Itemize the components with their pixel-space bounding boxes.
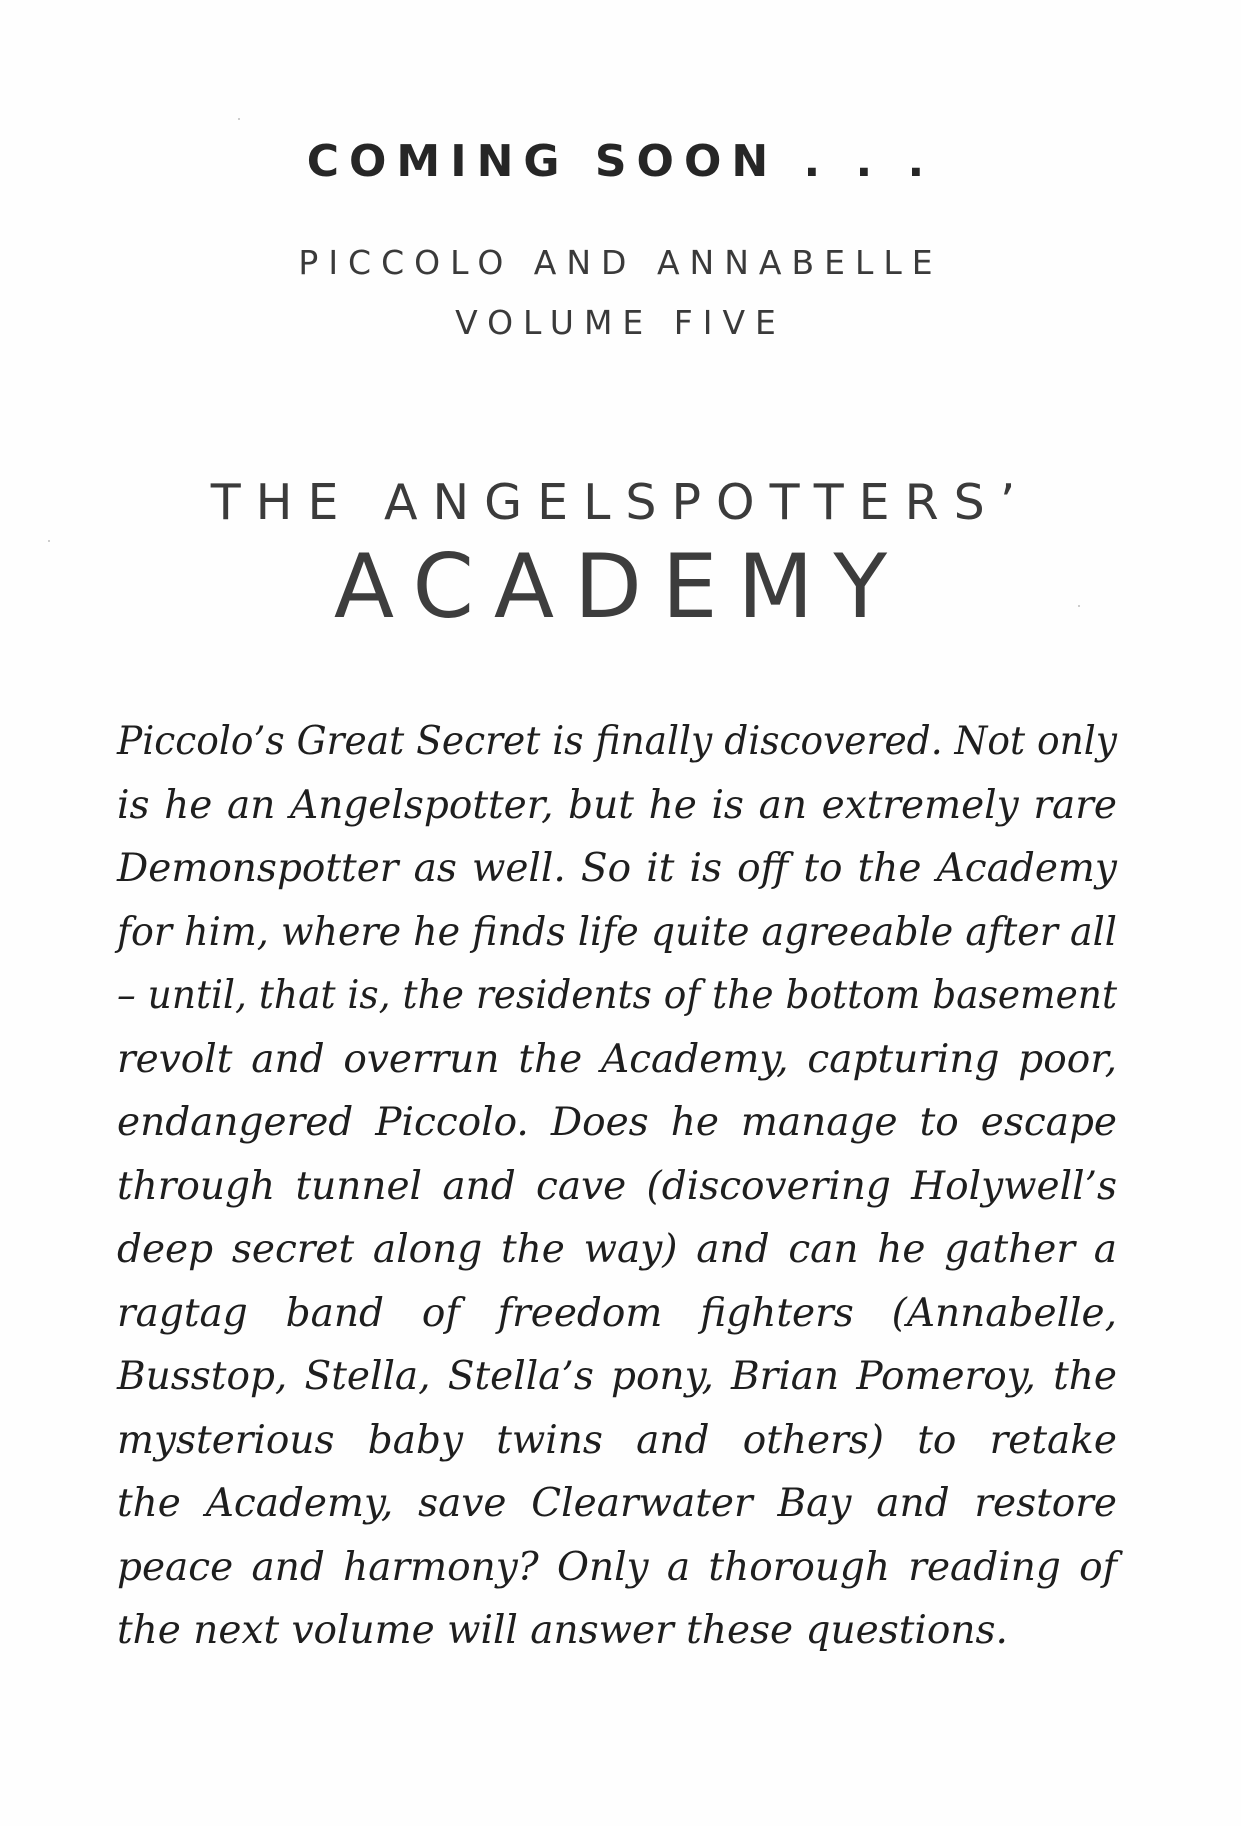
volume-number: VOLUME FIVE: [455, 303, 786, 342]
book-title-line-2: ACADEMY: [333, 535, 908, 638]
blurb-line: the Academy, save Clearwater Bay and restore: [117, 1481, 1118, 1526]
series-name: PICCOLO AND ANNABELLE: [298, 243, 943, 282]
blurb-line: deep secret along the way) and can he gather a: [117, 1227, 1118, 1272]
coming-soon-heading: COMING SOON . . .: [306, 136, 935, 187]
blurb-line: through tunnel and cave (discovering Holywell’s: [117, 1163, 1117, 1209]
book-blurb: [117, 710, 1117, 1663]
scan-speck: [48, 540, 50, 542]
blurb-line: peace and harmony? Only a thorough reading of: [117, 1544, 1118, 1590]
blurb-line: Piccolo’s Great Secret is finally discovered. Not only: [117, 719, 1117, 764]
book-title-line-1: THE ANGELSPOTTERS’: [210, 474, 1031, 531]
blurb-line: endangered Piccolo. Does he manage to escape: [117, 1100, 1117, 1145]
blurb-line: – until, that is, the residents of the bottom basement: [117, 973, 1118, 1018]
blurb-line: the next volume will answer these questions.: [117, 1608, 1008, 1653]
blurb-line: Busstop, Stella, Stella’s pony, Brian Pomeroy, the: [117, 1354, 1117, 1399]
scan-speck: [1078, 605, 1080, 607]
blurb-line: ragtag band of freedom fighters (Annabelle,: [117, 1290, 1118, 1336]
scan-speck: [238, 118, 240, 120]
blurb-line: revolt and overrun the Academy, capturing poor,: [117, 1036, 1117, 1082]
blurb-line: is he an Angelspotter, but he is an extremely rare: [117, 782, 1117, 828]
blurb-line: for him, where he finds life quite agreeable after all: [117, 909, 1117, 955]
blurb-line: Demonspotter as well. So it is off to the Academy: [117, 846, 1117, 891]
blurb-line: mysterious baby twins and others) to retake: [117, 1417, 1117, 1463]
